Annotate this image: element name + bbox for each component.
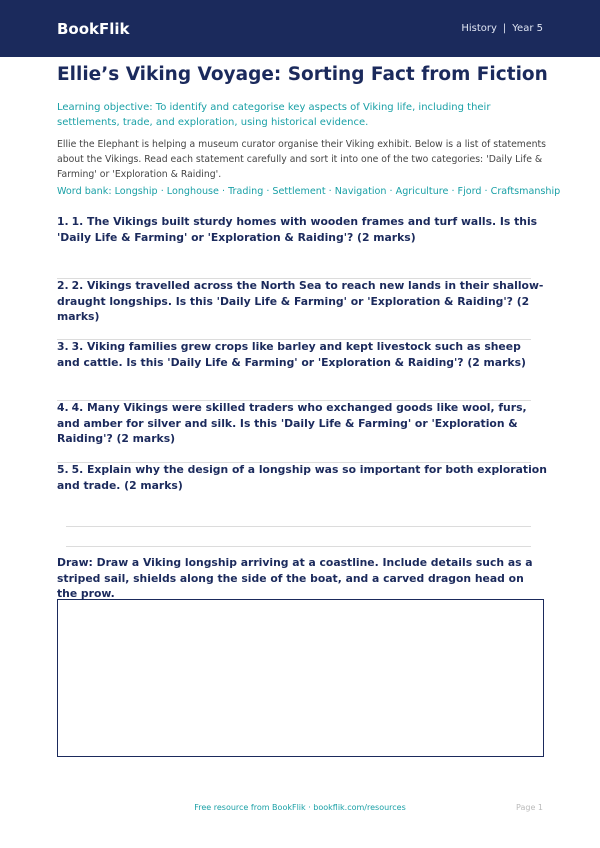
question-text: 4. Many Vikings were skilled traders who exchanged goods like wool, furs, and amber for silver and silk. Is this 'Daily Life & Farming' or 'Exploration & Raiding'? (2 marks) xyxy=(57,401,527,445)
page-title: Ellie’s Viking Voyage: Sorting Fact from Fiction xyxy=(57,64,548,85)
question-number: 2. xyxy=(57,279,69,292)
question-text: 3. Viking families grew crops like barley and kept livestock such as sheep and cattle. Is this 'Daily Life & Farming' or 'Exploration & Raiding'? (2 marks) xyxy=(57,340,526,369)
page-header xyxy=(0,0,600,57)
question-2 xyxy=(57,278,547,325)
word-bank: Word bank: Longship · Longhouse · Trading · Settlement · Navigation · Agriculture · Fjord · Craftsmanship xyxy=(57,186,561,197)
page-number: Page 1 xyxy=(516,803,543,812)
question-4 xyxy=(57,400,547,447)
breadcrumb-separator: | xyxy=(502,23,507,34)
intro-text: Ellie the Elephant is helping a museum curator organise their Viking exhibit. Below is a list of statements about the Vikings. Read each statement carefully and sort it into one of the two categories: 'Daily Life & Farming' or 'Exploration & Raiding'. xyxy=(57,139,546,180)
question-text: 5. Explain why the design of a longship was so important for both exploration and trade. (2 marks) xyxy=(57,463,547,492)
answer-line[interactable] xyxy=(66,546,531,547)
question-number: 5. xyxy=(57,463,69,476)
subject-label: History xyxy=(461,23,497,34)
question-5 xyxy=(57,462,547,493)
brand-logo: BookFlik xyxy=(57,19,130,38)
question-1 xyxy=(57,214,547,245)
breadcrumb xyxy=(461,23,543,34)
question-number: 3. xyxy=(57,340,69,353)
drawing-area[interactable] xyxy=(57,599,544,757)
question-text: 1. The Vikings built sturdy homes with wooden frames and turf walls. Is this 'Daily Life & Farming' or 'Exploration & Raiding'? (2 marks) xyxy=(57,215,538,244)
footer-text: Free resource from BookFlik · bookflik.com/resources xyxy=(194,803,406,812)
question-number: 1. xyxy=(57,215,69,228)
learning-objective: Learning objective: To identify and categorise key aspects of Viking life, including their settlements, trade, and exploration, using historical evidence. xyxy=(57,102,491,128)
year-label: Year 5 xyxy=(512,23,543,34)
answer-line[interactable] xyxy=(66,526,531,527)
question-text: 2. Vikings travelled across the North Sea to reach new lands in their shallow-draught longships. Is this 'Daily Life & Farming' or 'Exploration & Raiding'? (2 marks) xyxy=(57,279,544,323)
question-number: 4. xyxy=(57,401,69,414)
draw-prompt: Draw: Draw a Viking longship arriving at a coastline. Include details such as a striped sail, shields along the side of the boat, and a carved dragon head on the prow. xyxy=(57,556,533,600)
question-3 xyxy=(57,339,547,370)
